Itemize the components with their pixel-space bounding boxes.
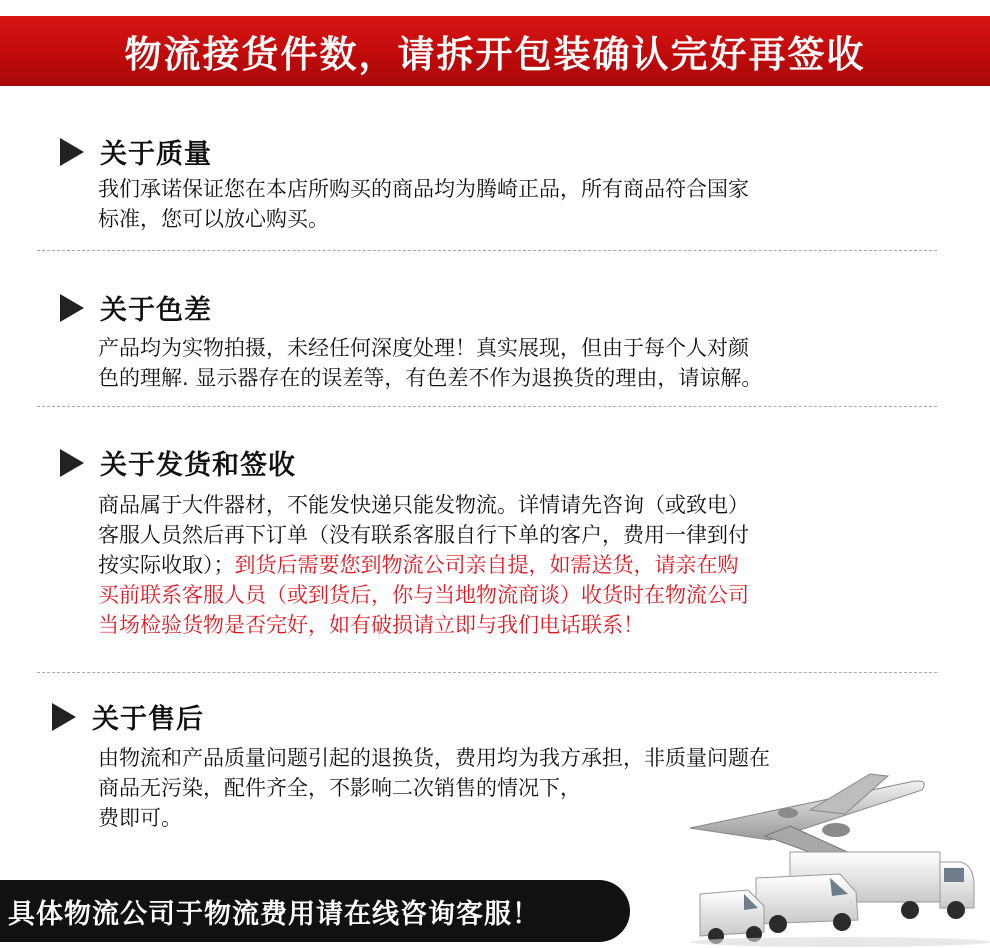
divider [37, 672, 937, 673]
section-color-body [98, 333, 762, 393]
warning-line: 买前联系客服人员（或到货后，你与当地物流商谈）收货时在物流公司 [98, 583, 749, 607]
section-quality-body [98, 174, 749, 234]
footer-text: 具体物流公司于物流费用请在线咨询客服！ [8, 898, 540, 930]
airplane-and-trucks-icon [660, 770, 990, 948]
divider [37, 406, 937, 407]
section-quality-header [60, 132, 212, 171]
body-line: 由物流和产品质量问题引起的退换货，费用均为我方承担，非质量问题在 [98, 746, 770, 770]
section-shipping-header [60, 443, 296, 482]
body-line: 商品属于大件器材，不能发快递只能发物流。详情请先咨询（或致电） [98, 493, 749, 517]
triangle-bullet-icon [52, 703, 76, 731]
section-title: 关于售后 [92, 704, 204, 735]
warning-text: 到货后需要您到物流公司亲自提，如需送货，请亲在购 [234, 553, 739, 577]
body-line: 我们承诺保证您在本店所购买的商品均为腾崎正品，所有商品符合国家 [98, 177, 749, 201]
triangle-bullet-icon [60, 294, 84, 322]
body-line: 商品无污染，配件齐全，不影响二次销售的情况下， [98, 776, 581, 800]
section-title: 关于色差 [100, 295, 212, 326]
body-text: 按实际收取）； [98, 553, 235, 577]
body-line: 费即可。 [98, 806, 182, 830]
section-color-header [60, 288, 212, 327]
warning-line: 当场检验货物是否完好，如有破损请立即与我们电话联系！ [98, 613, 644, 637]
divider [37, 250, 937, 251]
section-title: 关于质量 [100, 139, 212, 170]
body-line: 产品均为实物拍摄，未经任何深度处理！真实展现，但由于每个人对颜 [98, 336, 749, 360]
banner-text: 物流接货件数，请拆开包装确认完好再签收 [124, 33, 866, 76]
body-line: 色的理解. 显示器存在的误差等，有色差不作为退换货的理由，请谅解。 [98, 366, 763, 390]
body-line-mixed [98, 550, 749, 580]
section-shipping-body [98, 490, 749, 640]
body-line: 标准，您可以放心购买。 [98, 207, 329, 231]
footer-bar [0, 880, 630, 942]
top-banner [0, 16, 990, 86]
section-aftersales-header [52, 697, 204, 736]
body-line: 客服人员然后再下订单（没有联系客服自行下单的客户，费用一律到付 [98, 523, 749, 547]
triangle-bullet-icon [60, 449, 84, 477]
triangle-bullet-icon [60, 138, 84, 166]
section-title: 关于发货和签收 [100, 450, 296, 481]
